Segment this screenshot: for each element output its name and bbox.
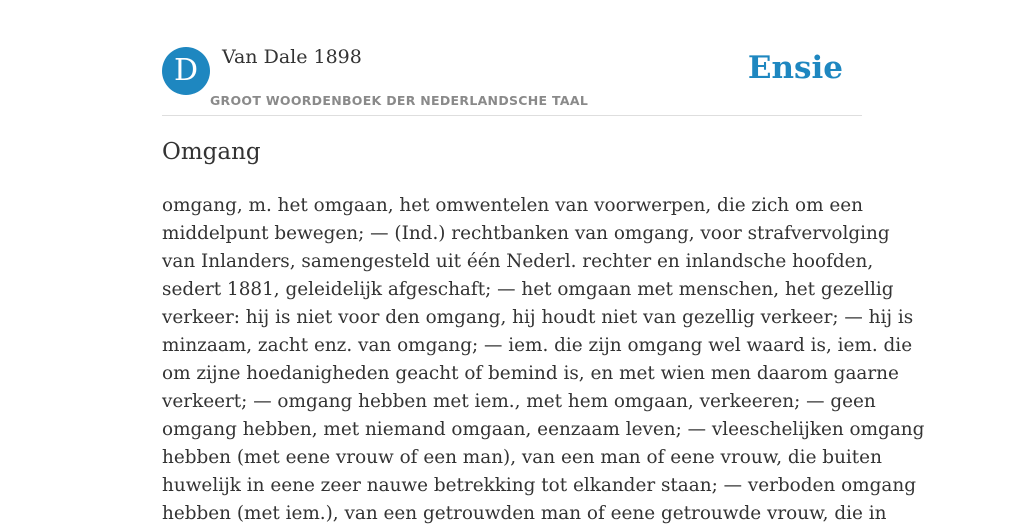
dictionary-title-link[interactable]: Van Dale 1898 (222, 46, 362, 68)
definition-line: huwelijk in eene zeer nauwe betrekking tot elkander staan; — verboden omgang (162, 475, 916, 496)
definition-line: van Inlanders, samengesteld uit één Nederl. rechter en inlandsche hoofden, (162, 251, 874, 272)
definition-line: hebben (met iem.), van een getrouwden man of eene getrouwde vrouw, die in (162, 503, 887, 524)
definition-line: verkeer: hij is niet voor den omgang, hij houdt niet van gezellig verkeer; — hij is (162, 307, 914, 328)
site-header (162, 0, 862, 116)
definition-line: minzaam, zacht enz. van omgang; — iem. die zijn omgang wel waard is, iem. die (162, 335, 913, 356)
definition-line: omgang hebben, met niemand omgaan, eenzaam leven; — vleeschelijken omgang (162, 419, 925, 440)
entry-definition (162, 192, 925, 528)
definition-line: hebben (met eene vrouw of een man), van een man of eene vrouw, die buiten (162, 447, 882, 468)
brand-logo-link[interactable]: Ensie (747, 50, 843, 86)
entry-headword: Omgang (162, 139, 261, 165)
dictionary-logo-icon[interactable]: D (162, 47, 210, 95)
definition-line: omgang, m. het omgaan, het omwentelen van voorwerpen, die zich om een (162, 195, 863, 216)
definition-line: middelpunt bewegen; — (Ind.) rechtbanken van omgang, voor strafvervolging (162, 223, 890, 244)
definition-line: sedert 1881, geleidelijk afgeschaft; — het omgaan met menschen, het gezellig (162, 279, 894, 300)
definition-line: verkeert; — omgang hebben met iem., met hem omgaan, verkeeren; — geen (162, 391, 876, 412)
dictionary-subtitle: GROOT WOORDENBOEK DER NEDERLANDSCHE TAAL (210, 93, 589, 108)
definition-line: om zijne hoedanigheden geacht of bemind is, en met wien men daarom gaarne (162, 363, 899, 384)
